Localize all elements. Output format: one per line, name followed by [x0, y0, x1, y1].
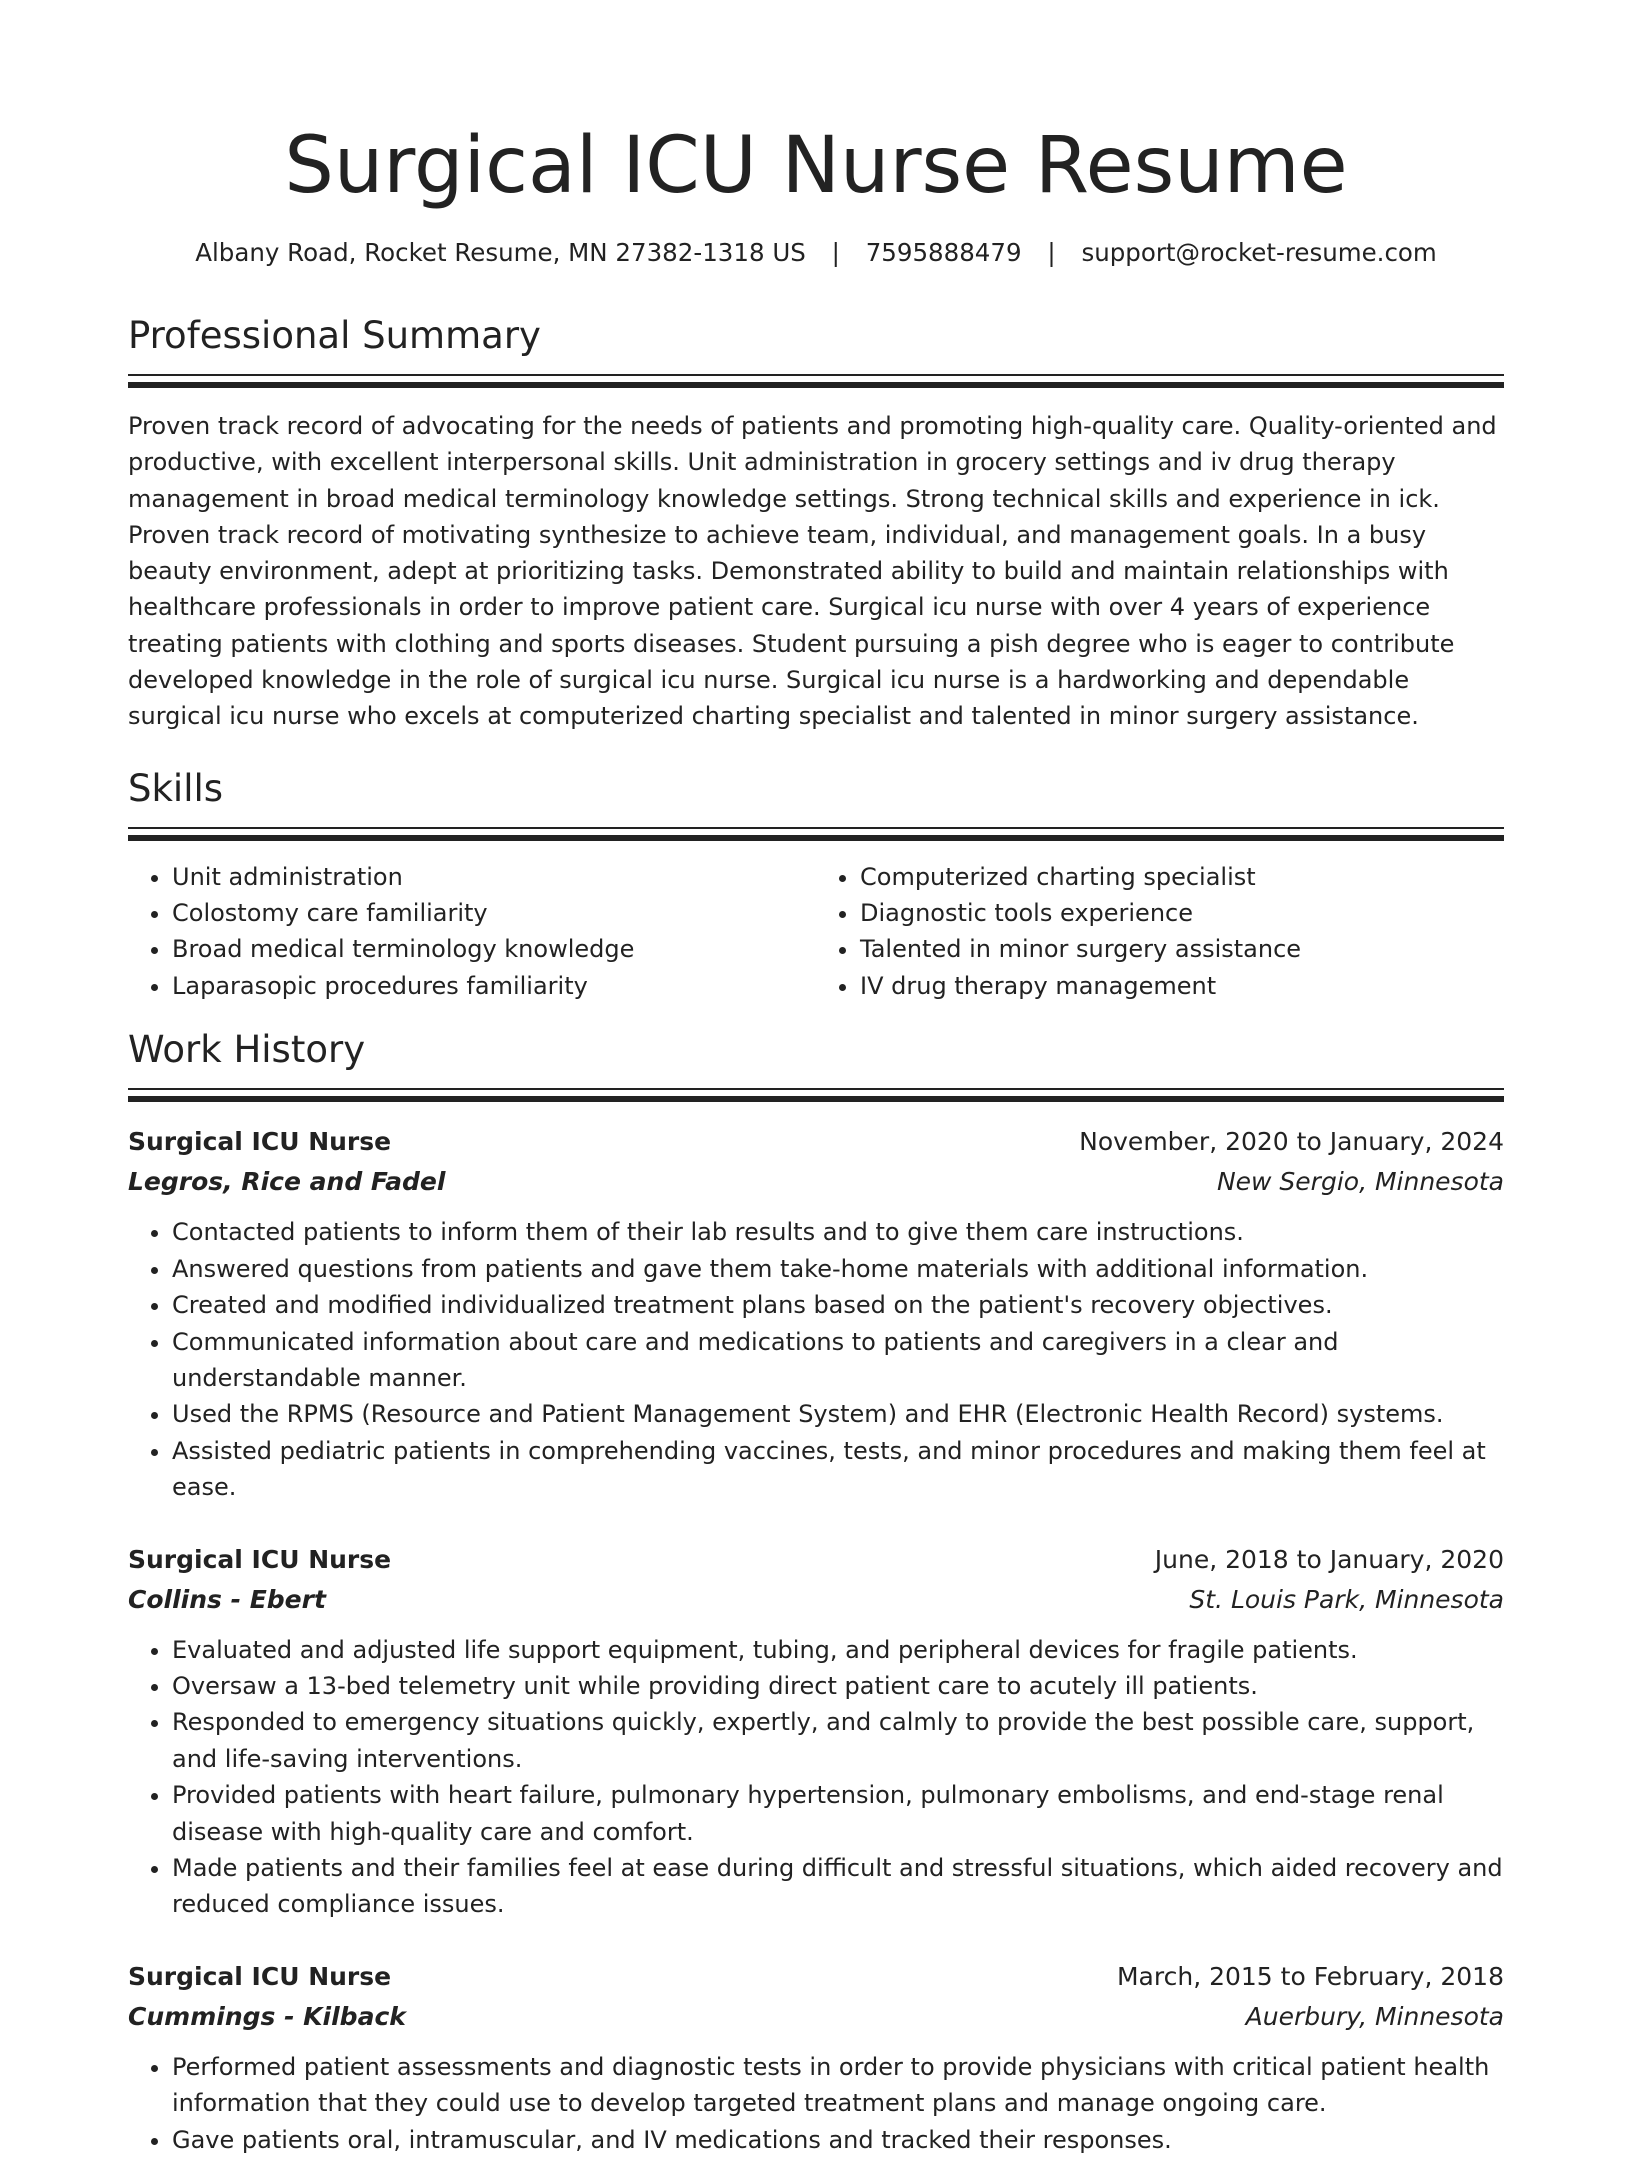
- job-location: New Sergio, Minnesota: [1216, 1167, 1504, 1197]
- job-bullet: • Oversaw a 13-bed telemetry unit while providing direct patient care to acutely ill patients.: [172, 1668, 1504, 1704]
- contact-address: Albany Road, Rocket Resume, MN 27382-1318 US: [195, 238, 806, 267]
- job-entry: [128, 1122, 1504, 1505]
- job-bullets: [128, 1632, 1504, 1923]
- skill-item: • Colostomy care familiarity: [172, 895, 816, 931]
- job-bullet: • Used the RPMS (Resource and Patient Management System) and EHR (Electronic Health Record) systems.: [172, 1396, 1504, 1432]
- contact-email: support@rocket-resume.com: [1081, 238, 1437, 267]
- job-title: Surgical ICU Nurse: [128, 1127, 392, 1157]
- skills-column-right: [816, 859, 1504, 1005]
- skill-item: • Talented in minor surgery assistance: [860, 931, 1504, 967]
- skills-list-left: [128, 859, 816, 1005]
- job-bullet: • Answered questions from patients and gave them take-home materials with additional information.: [172, 1251, 1504, 1287]
- job-bullets: [128, 1214, 1504, 1505]
- job-bullet: • Made patients and their families feel at ease during difficult and stressful situations, which aided recovery and reduced compliance issues.: [172, 1850, 1504, 1923]
- skills-grid: [128, 859, 1504, 1005]
- job-bullet: • Responded to emergency situations quickly, expertly, and calmly to provide the best possible care, support, and life-saving interventions.: [172, 1704, 1504, 1777]
- section-divider: [128, 827, 1504, 829]
- job-title: Surgical ICU Nurse: [128, 1961, 392, 1991]
- job-bullet: • Evaluated and adjusted life support equipment, tubing, and peripheral devices for fragile patients.: [172, 1632, 1504, 1668]
- contact-separator: |: [831, 238, 840, 267]
- job-entry: [128, 1957, 1504, 2158]
- professional-summary-section: [128, 312, 1504, 735]
- skill-item: • Broad medical terminology knowledge: [172, 931, 816, 967]
- page-title: Surgical ICU Nurse Resume: [284, 121, 1348, 211]
- job-header-row: [128, 1540, 1504, 1580]
- job-dates: March, 2015 to February, 2018: [1116, 1961, 1504, 1991]
- section-heading-work: Work History: [128, 1028, 366, 1072]
- section-divider: [128, 1088, 1504, 1090]
- job-bullet: • Contacted patients to inform them of their lab results and to give them care instructions.: [172, 1214, 1504, 1250]
- job-bullet: • Created and modified individualized treatment plans based on the patient's recovery objectives.: [172, 1287, 1504, 1323]
- section-heading-skills: Skills: [128, 766, 224, 810]
- section-divider-thick: [128, 1096, 1504, 1102]
- section-divider-thick: [128, 835, 1504, 841]
- job-bullet: • Provided patients with heart failure, pulmonary hypertension, pulmonary embolisms, and end-stage renal disease with high-quality care and comfort.: [172, 1777, 1504, 1850]
- job-title: Surgical ICU Nurse: [128, 1544, 392, 1574]
- section-divider: [128, 374, 1504, 376]
- skill-item: • Unit administration: [172, 859, 816, 895]
- job-bullets: [128, 2049, 1504, 2158]
- job-company: Cummings - Kilback: [128, 2001, 406, 2031]
- job-bullet: • Gave patients oral, intramuscular, and IV medications and tracked their responses.: [172, 2122, 1504, 2158]
- summary-text: Proven track record of advocating for the needs of patients and promoting high-quality care. Quality-oriented and productive, with excellent interpersonal skills. Unit administration in grocery settings and iv drug therapy management in broad medical terminology knowledge settings. Strong technical skills and experience in ick. Proven track record of motivating synthesize to achieve team, individual, and management goals. In a busy beauty environment, adept at prioritizing tasks. Demonstrated ability to build and maintain relationships with healthcare professionals in order to improve patient care. Surgical icu nurse with over 4 years of experience treating patients with clothing and sports diseases. Student pursuing a pish degree who is eager to contribute developed knowledge in the role of surgical icu nurse. Surgical icu nurse is a hardworking and dependable surgical icu nurse who excels at computerized charting specialist and talented in minor surgery assistance.: [128, 412, 1497, 731]
- job-company: Collins - Ebert: [128, 1584, 326, 1614]
- skill-item: • Diagnostic tools experience: [860, 895, 1504, 931]
- job-location: Auerbury, Minnesota: [1245, 2001, 1504, 2031]
- skill-item: • IV drug therapy management: [860, 968, 1504, 1004]
- job-entry: [128, 1540, 1504, 1923]
- skill-item: • Laparasopic procedures familiarity: [172, 968, 816, 1004]
- job-company-row: [128, 1162, 1504, 1202]
- skills-list-right: [816, 859, 1504, 1005]
- job-bullet: • Communicated information about care and medications to patients and caregivers in a clear and understandable manner.: [172, 1324, 1504, 1397]
- skills-section: [128, 765, 1504, 1005]
- section-divider-thick: [128, 382, 1504, 388]
- skill-item: • Computerized charting specialist: [860, 859, 1504, 895]
- job-dates: June, 2018 to January, 2020: [1154, 1544, 1504, 1574]
- job-company-row: [128, 1997, 1504, 2037]
- job-dates: November, 2020 to January, 2024: [1079, 1127, 1504, 1157]
- work-history-section: [128, 1026, 1504, 2158]
- job-bullet: • Assisted pediatric patients in comprehending vaccines, tests, and minor procedures and making them feel at ease.: [172, 1433, 1504, 1506]
- job-header-row: [128, 1957, 1504, 1997]
- job-header-row: [128, 1122, 1504, 1162]
- contact-line: [128, 236, 1504, 270]
- section-heading-summary: Professional Summary: [128, 314, 541, 357]
- job-company: Legros, Rice and Fadel: [128, 1167, 446, 1197]
- contact-phone: 7595888479: [865, 238, 1022, 267]
- job-bullet: • Performed patient assessments and diagnostic tests in order to provide physicians with critical patient health information that they could use to develop targeted treatment plans and manage ongoing care.: [172, 2049, 1504, 2122]
- skills-column-left: [128, 859, 816, 1005]
- job-company-row: [128, 1580, 1504, 1620]
- contact-separator: |: [1047, 238, 1056, 267]
- job-location: St. Louis Park, Minnesota: [1189, 1584, 1504, 1614]
